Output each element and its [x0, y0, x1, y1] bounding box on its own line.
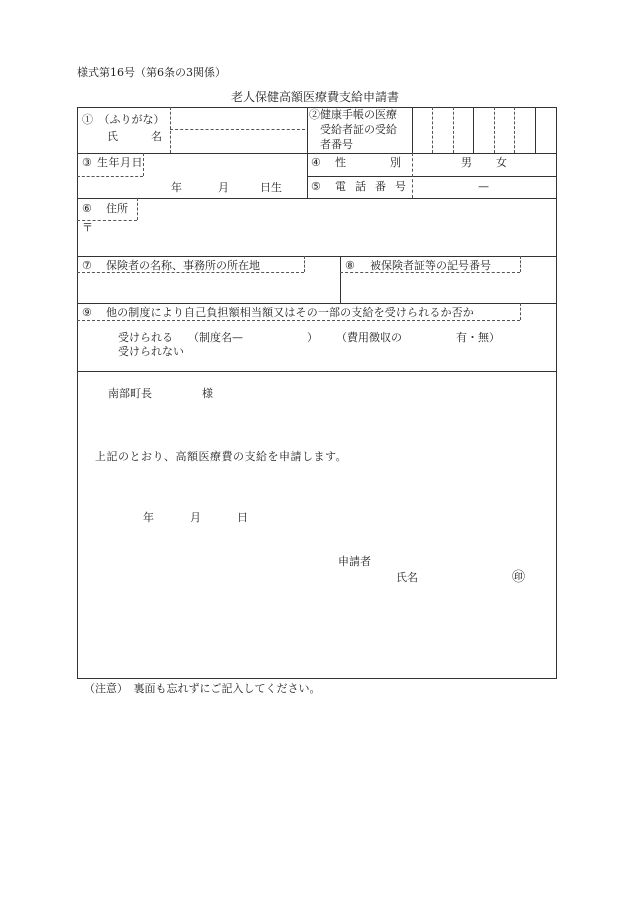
postal-mark: 〒 [82, 221, 93, 234]
row-divider [77, 256, 556, 257]
seal-icon: ㊞ [512, 570, 526, 585]
birth-date-number: ③ [82, 156, 92, 169]
form-title: 老人保健高額医療費支給申請書 [230, 90, 399, 104]
row-divider [77, 371, 556, 372]
applicant-name-label: 氏名 [396, 571, 418, 584]
other-system-label-box [77, 320, 520, 321]
birth-date-label: 生年月日 [97, 156, 143, 169]
name-label-divider [170, 107, 171, 153]
row-divider [77, 198, 556, 199]
sex-option-male: 男 [461, 156, 472, 169]
sex-label: 性 別 [335, 156, 401, 169]
phone-label: 電話番号 [335, 180, 415, 193]
address-number: ⑥ [82, 202, 92, 215]
fee-collection-options: 有・無） [456, 331, 500, 344]
address-label-box [137, 198, 138, 220]
date-month-unit: 月 [190, 511, 201, 524]
digit-box-divider [453, 107, 454, 153]
digit-box-divider [535, 107, 536, 153]
birth-label-box [143, 153, 144, 176]
footer-note: （注意） 裏面も忘れずにご記入してください。 [84, 682, 321, 695]
column-divider [340, 256, 341, 303]
insured-card-number: ⑧ [345, 259, 355, 272]
insured-card-label-box [520, 256, 521, 272]
form-number: 様式第16号（第6条の3関係） [77, 66, 226, 79]
system-name-close: ） [307, 331, 318, 344]
furigana-label: ① （ふりがな） [82, 113, 165, 126]
digit-box-divider [473, 107, 474, 153]
insured-card-label-box [340, 272, 520, 273]
honorific: 様 [202, 387, 213, 400]
fee-collection-label: （費用徴収の [336, 331, 402, 344]
name-label: 氏 名 [107, 130, 162, 143]
phone-number-index: ⑤ [311, 180, 321, 193]
application-statement: 上記のとおり、高額医療費の支給を申請します。 [95, 450, 348, 463]
column-divider [307, 107, 308, 198]
date-year-unit: 年 [143, 511, 154, 524]
row-divider [77, 153, 556, 154]
addressee: 南部町長 [108, 387, 152, 400]
birth-year-unit: 年 [171, 181, 182, 194]
address-label: 住所 [106, 202, 128, 215]
furigana-line [170, 129, 305, 130]
digit-box-divider [494, 107, 495, 153]
other-system-number: ⑨ [82, 306, 92, 319]
sex-option-female: 女 [496, 156, 507, 169]
option-receivable: 受けられる [118, 331, 173, 344]
system-name-label: （制度名— [188, 331, 243, 344]
option-not-receivable: 受けられない [118, 345, 184, 358]
other-system-label-box [520, 303, 521, 320]
birth-label-box [77, 176, 143, 177]
sex-number: ④ [311, 156, 321, 169]
other-system-label: 他の制度により自己負担額相当額又はその一部の支給を受けられるか否か [106, 306, 474, 319]
insured-card-label: 被保険者証等の記号番号 [370, 259, 491, 272]
digit-box-divider [432, 107, 433, 153]
certificate-label-line: 者番号 [320, 138, 353, 151]
birth-day-unit: 日生 [260, 181, 282, 194]
row-divider [77, 303, 556, 304]
insurer-label-box [304, 256, 305, 272]
applicant-label: 申請者 [338, 555, 371, 568]
date-day-unit: 日 [237, 511, 248, 524]
certificate-label-line: 受給者証の受給 [320, 123, 397, 136]
phone-separator: — [478, 180, 489, 193]
sex-phone-divider [307, 176, 556, 177]
insurer-label: 保険者の名称、事務所の所在地 [106, 259, 260, 272]
digit-box-divider [514, 107, 515, 153]
insurer-number: ⑦ [82, 259, 92, 272]
digit-box-divider [412, 107, 413, 153]
birth-month-unit: 月 [218, 181, 229, 194]
certificate-label-line: ②健康手帳の医療 [309, 108, 397, 121]
insurer-label-box [77, 272, 304, 273]
